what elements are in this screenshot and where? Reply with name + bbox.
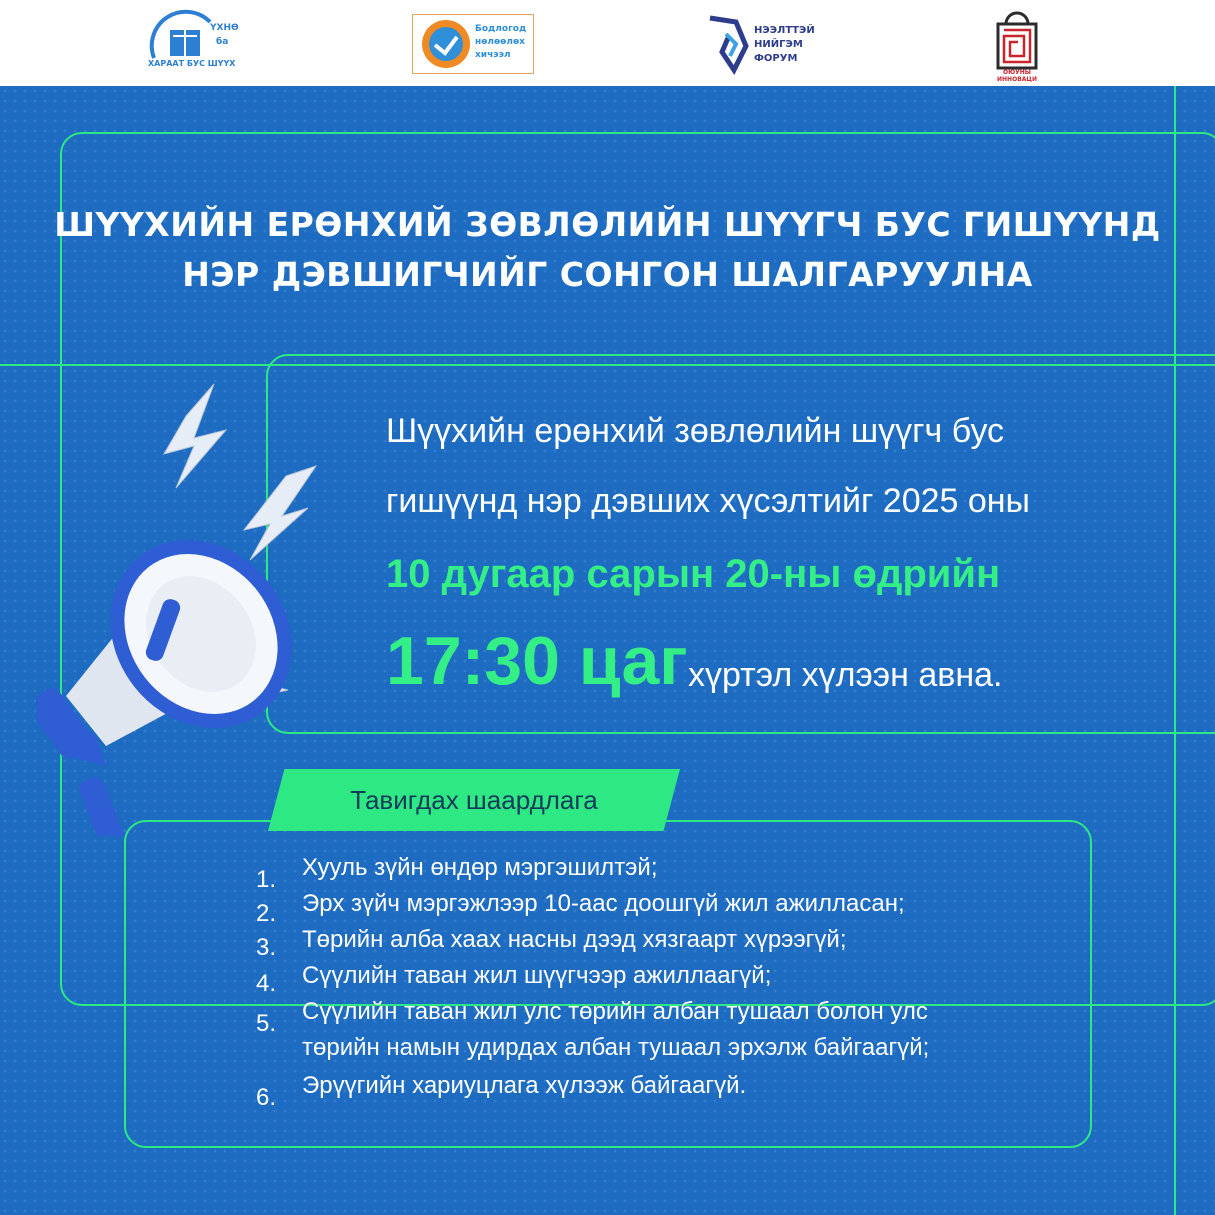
maze-icon [994,6,1040,70]
scales-icon [140,8,250,80]
announcement-line-2: гишүүнд нэр дэвших хүсэлтийг 2025 оны [386,482,1030,520]
forum-logo-line2: НИЙГЭМ [754,39,803,50]
requirement-number: 5. [256,1010,277,1037]
oyuni-logo [994,6,1040,84]
requirement-text: Сүүлийн таван жил улс төрийн албан тушаал болон улс [302,998,928,1025]
requirement-text-continued: төрийн намын удирдах албан тушаал эрхэлж байгаагүй; [302,1034,930,1061]
bodlogod-logo-line3: хичээл [475,50,511,60]
title-line-2: НЭР ДЭВШИГЧИЙГ СОНГОН ШАЛГАРУУЛНА [182,255,1033,294]
requirement-text: Эрх зүйч мэргэжлээр 10-аас доошгүй жил ажилласан; [302,890,905,917]
requirement-text: Сүүлийн таван жил шүүгчээр ажиллаагүй; [302,962,772,989]
deadline-date: 10 дугаар сарын 20-ны өдрийн [386,552,1001,596]
ukhnkh-logo-line1: ҮХНӨ [210,23,239,33]
requirement-text: Хууль зүйн өндөр мэргэшилтэй; [302,854,658,881]
ukhnkh-logo [140,8,250,80]
requirement-text: Төрийн алба хаах насны дээд хязгаарт хүрээгүй; [302,926,847,953]
forum-logo [706,8,826,80]
deadline-suffix: хүртэл хүлээн авна. [688,656,1003,694]
bodlogod-logo-line1: Бодлогод [475,24,527,34]
megaphone-icon [36,376,376,836]
logo-bar [0,0,1215,86]
forum-logo-line3: ФОРУМ [754,53,798,64]
forum-logo-line1: НЭЭЛТТЭЙ [754,25,815,36]
page-title [0,200,1215,300]
spiral-icon [706,12,752,78]
requirement-number: 4. [256,970,277,997]
requirement-number: 6. [256,1084,277,1111]
bodlogod-logo-line2: нөлөөлөх [475,37,525,47]
requirement-number: 2. [256,900,277,927]
poster-main [0,86,1215,1215]
circle-emblem-icon [419,17,473,71]
deadline-time: 17:30 цаг [386,623,688,699]
ukhnkh-logo-line3: ХАРААТ БУС ШҮҮХ [148,59,236,68]
bodlogod-logo [412,14,534,74]
oyuni-logo-line2: ИННОВАЦИ [997,76,1037,83]
title-line-1: ШҮҮХИЙН ЕРӨНХИЙ ЗӨВЛӨЛИЙН ШҮҮГЧ БУС ГИШҮҮНД [54,205,1161,244]
requirement-number: 1. [256,866,277,893]
oyuni-logo-line1: ОЮУНЫ [1002,69,1031,76]
announcement-line-1: Шүүхийн ерөнхий зөвлөлийн шүүгч бус [386,412,1005,450]
requirement-number: 3. [256,934,277,961]
requirements-heading: Тавигдах шаардлага [350,785,598,815]
ukhnkh-logo-line2: ба [216,37,229,47]
requirement-text: Эрүүгийн хариуцлага хүлээж байгаагүй. [302,1072,747,1099]
